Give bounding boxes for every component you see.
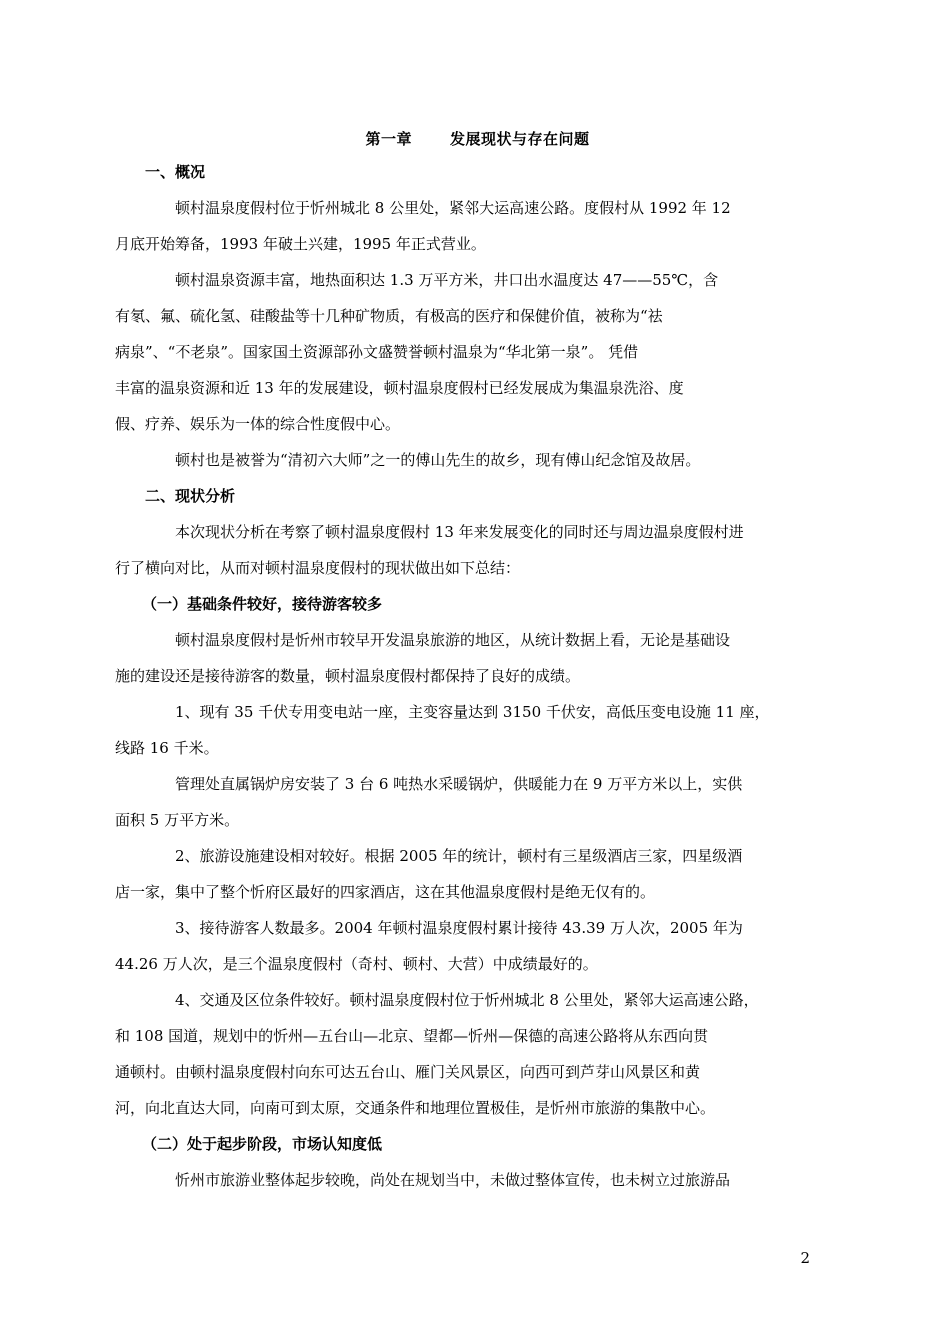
paragraph-line: 和 108 国道，规划中的忻州—五台山—北京、望都—忻州—保德的高速公路将从东西向贯 [115,1027,709,1045]
paragraph-line: 顿村温泉度假村是忻州市较早开发温泉旅游的地区，从统计数据上看，无论是基础设 [175,631,731,649]
paragraph-line: 44.26 万人次，是三个温泉度假村（奇村、顿村、大营）中成绩最好的。 [115,955,598,973]
paragraph-line: 丰富的温泉资源和近 13 年的发展建设，顿村温泉度假村已经发展成为集温泉洗浴、度 [115,379,684,397]
paragraph-line: 忻州市旅游业整体起步较晚，尚处在规划当中，未做过整体宣传，也未树立过旅游品 [175,1171,731,1189]
paragraph-line: 店一家，集中了整个忻府区最好的四家酒店，这在其他温泉度假村是绝无仅有的。 [115,883,656,901]
paragraph-line: 通顿村。由顿村温泉度假村向东可达五台山、雁门关风景区，向西可到芦芽山风景区和黄 [115,1063,701,1081]
paragraph-line: 施的建设还是接待游客的数量，顿村温泉度假村都保持了良好的成绩。 [115,667,581,685]
paragraph [115,262,810,442]
paragraph [115,190,810,262]
paragraph-line: 病泉”、“不老泉”。国家国土资源部孙文盛赞誉顿村温泉为“华北第一泉”。 凭借 [115,343,639,361]
paragraph [115,622,810,694]
paragraph [115,982,810,1126]
paragraph-line: 线路 16 千米。 [115,739,219,757]
page-number: 2 [800,1249,810,1267]
subsection-heading-2: （二）处于起步阶段，市场认知度低 [142,1135,383,1153]
subsection-heading-1: （一）基础条件较好，接待游客较多 [142,595,383,613]
paragraph [115,838,810,910]
chapter-number: 第一章 [365,130,412,148]
paragraph-line: 面积 5 万平方米。 [115,811,240,829]
paragraph [115,694,810,766]
paragraph-line: 有氡、氟、硫化氢、硅酸盐等十几种矿物质，有极高的医疗和保健价值，被称为“祛 [115,307,663,325]
paragraph-line: 4、交通及区位条件较好。顿村温泉度假村位于忻州城北 8 公里处，紧邻大运高速公路， [175,991,759,1009]
paragraph-line: 月底开始筹备，1993 年破土兴建，1995 年正式营业。 [115,235,486,253]
paragraph [115,766,810,838]
paragraph-line: 3、接待游客人数最多。2004 年顿村温泉度假村累计接待 43.39 万人次，2005 年为 [175,919,743,937]
paragraph-line: 2、旅游设施建设相对较好。根据 2005 年的统计，顿村有三星级酒店三家，四星级酒 [175,847,743,865]
paragraph-line: 本次现状分析在考察了顿村温泉度假村 13 年来发展变化的同时还与周边温泉度假村进 [175,523,744,541]
paragraph [115,910,810,982]
section-heading-analysis: 二、现状分析 [145,487,236,505]
chapter-name: 发展现状与存在问题 [450,130,590,148]
paragraph-line: 顿村温泉度假村位于忻州城北 8 公里处，紧邻大运高速公路。度假村从 1992 年 12 [175,199,731,217]
paragraph [145,442,810,478]
page-content [115,124,810,1198]
chapter-title [145,124,810,154]
paragraph [115,514,810,586]
paragraph-line: 顿村温泉资源丰富，地热面积达 1.3 万平方米，井口出水温度达 47——55℃，含 [175,271,719,289]
section-heading-overview: 一、概况 [145,163,206,181]
paragraph-line: 假、疗养、娱乐为一体的综合性度假中心。 [115,415,401,433]
paragraph-line: 顿村也是被誉为“清初六大师”之一的傅山先生的故乡，现有傅山纪念馆及故居。 [175,451,701,469]
paragraph-line: 行了横向对比，从而对顿村温泉度假村的现状做出如下总结： [115,559,521,577]
paragraph-line: 河，向北直达大同，向南可到太原，交通条件和地理位置极佳，是忻州市旅游的集散中心。 [115,1099,716,1117]
paragraph-line: 管理处直属锅炉房安装了 3 台 6 吨热水采暖锅炉，供暖能力在 9 万平方米以上，实供 [175,775,743,793]
paragraph-line: 1、现有 35 千伏专用变电站一座，主变容量达到 3150 千伏安，高低压变电设施 11 座， [175,703,770,721]
paragraph [145,1162,810,1198]
